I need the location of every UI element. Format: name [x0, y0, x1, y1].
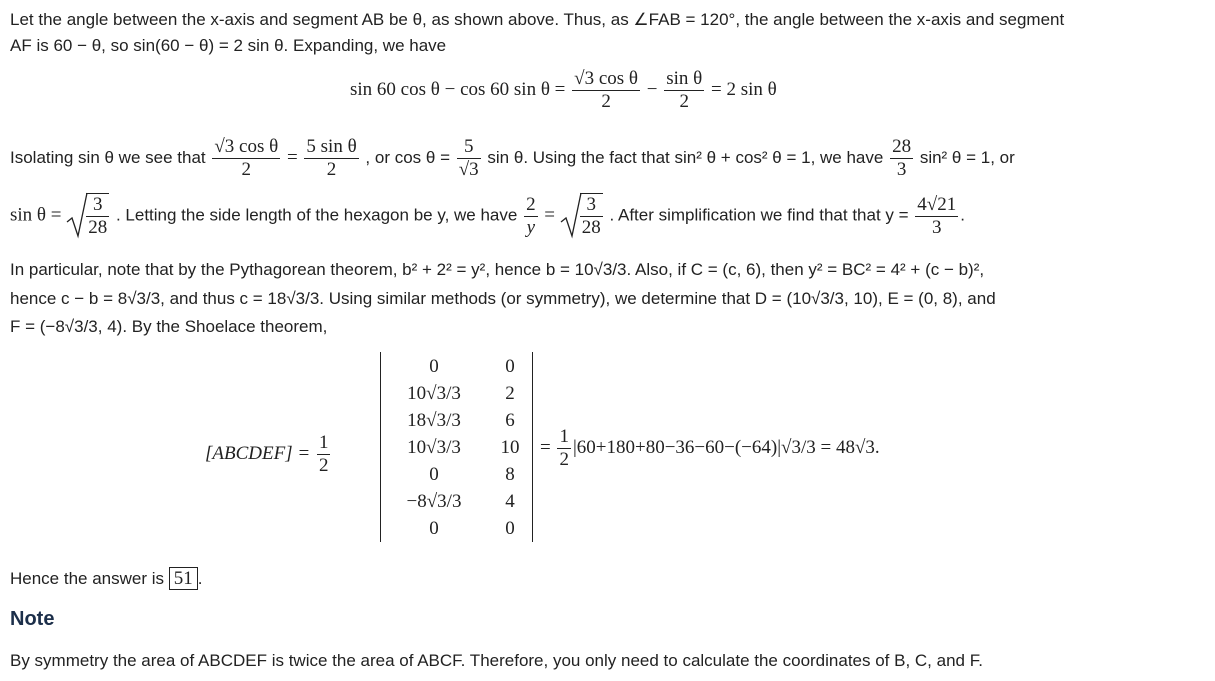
p3-res-den: 3	[932, 216, 942, 238]
p2-f1-num: √3 cos θ	[214, 136, 279, 157]
paragraph-1-line-1: Let the angle between the x-axis and segment AB be θ, as shown above. Thus, as ∠FAB = 120°, the angle between the x-axis and segment	[10, 10, 1065, 29]
p2-intro: Isolating sin θ we see that	[10, 147, 206, 167]
paragraph-4-line-2: hence c − b = 8√3/3, and thus c = 18√3/3. Using similar methods (or symmetry), we determine that D = (10√3/3, 10), E = (0, 8), and	[10, 289, 996, 308]
p2-tail: sin² θ = 1, or	[919, 147, 1015, 167]
shoelace-lhs	[205, 432, 332, 477]
sqrt-3-over-28-b	[560, 192, 605, 240]
matrix-cell-y: 0	[505, 518, 515, 539]
p3-sqrt1-num: 3	[86, 194, 109, 217]
matrix-cell-x: 18√3/3	[407, 410, 461, 431]
shoelace-half	[317, 432, 331, 477]
p2-f2-num: 5 sin θ	[306, 136, 357, 157]
p3-fraction	[524, 194, 538, 239]
matrix-cell-y: 10	[500, 437, 520, 458]
matrix-cell-x: 10√3/3	[407, 383, 461, 404]
p2-mid: sin θ. Using the fact that sin² θ + cos² θ = 1, we have	[487, 147, 884, 167]
p2-f2-den: 2	[326, 159, 337, 180]
eq1-fraction-2	[664, 68, 704, 113]
shoelace-half-den: 2	[318, 455, 329, 476]
matrix-cell-y: 2	[505, 383, 515, 404]
p3-end: .	[960, 205, 965, 225]
answer-line	[10, 567, 203, 591]
radical-sign-icon	[560, 192, 582, 240]
equation-expansion	[350, 68, 777, 113]
eq1-frac2-den: 2	[679, 91, 689, 112]
shoelace-rhs-half-num: 1	[559, 426, 569, 447]
shoelace-half-num: 1	[318, 432, 329, 453]
p2-or-cos: , or cos θ =	[365, 147, 450, 167]
p2-f1-den: 2	[241, 159, 252, 180]
p3-mid: . Letting the side length of the hexagon be y, we have	[115, 205, 518, 225]
paragraph-2	[10, 136, 1015, 181]
answer-prefix: Hence the answer is	[10, 569, 165, 588]
radical-sign-icon	[66, 192, 88, 240]
shoelace-lhs-text: [ABCDEF] =	[205, 442, 311, 464]
eq1-frac1-den: 2	[601, 91, 611, 112]
p2-fraction-4	[890, 136, 913, 181]
determinant-left-bar	[380, 352, 381, 542]
p2-f4-num: 28	[892, 136, 912, 157]
note-text: By symmetry the area of ABCDEF is twice the area of ABCF. Therefore, you only need to calculate the coordinates of B, C, and F.	[10, 651, 983, 670]
p3-sqrt2-den: 28	[581, 217, 601, 238]
shoelace-matrix	[384, 352, 530, 542]
p3-eq: =	[544, 204, 556, 226]
answer-box: 51	[169, 567, 198, 590]
matrix-cell-y: 6	[505, 410, 515, 431]
matrix-cell-x: 0	[429, 518, 439, 539]
shoelace-rhs-half-den: 2	[559, 449, 569, 470]
sqrt-3-over-28-a	[66, 192, 111, 240]
matrix-cell-x: 0	[429, 464, 439, 485]
matrix-cell-y: 0	[505, 356, 515, 377]
p3-sqrt1-frac	[86, 193, 109, 239]
eq1-rhs: = 2 sin θ	[711, 78, 777, 100]
paragraph-4-line-1: In particular, note that by the Pythagorean theorem, b² + 2² = y², hence b = 10√3/3. Also, if C = (c, 6), then y² = BC² = 4² + (c − b)²,	[10, 260, 985, 279]
paragraph-4-line-3: F = (−8√3/3, 4). By the Shoelace theorem,	[10, 317, 328, 336]
paragraph-1-line-2: AF is 60 − θ, so sin(60 − θ) = 2 sin θ. Expanding, we have	[10, 36, 447, 55]
p2-fraction-2	[304, 136, 358, 181]
matrix-cell-x: −8√3/3	[406, 491, 462, 512]
eq1-fraction-1	[572, 68, 640, 113]
shoelace-rhs-text: |60+180+80−36−60−(−64)|√3/3 = 48√3.	[572, 436, 880, 458]
p2-fraction-1	[212, 136, 280, 181]
note-heading: Note	[10, 608, 55, 630]
p3-res-num: 4√21	[917, 193, 957, 215]
matrix-cell-y: 4	[505, 491, 515, 512]
matrix-cell-x: 0	[429, 356, 439, 377]
p3-sqrt2-num: 3	[580, 194, 603, 217]
p3-result	[915, 194, 958, 239]
p2-f3-den: √3	[458, 159, 479, 180]
eq1-lhs: sin 60 cos θ − cos 60 sin θ =	[350, 78, 566, 100]
eq1-minus: −	[646, 78, 658, 100]
matrix-cell-x: 10√3/3	[407, 437, 461, 458]
p2-eq: =	[286, 146, 298, 168]
shoelace-rhs-eq: =	[540, 436, 551, 458]
determinant-right-bar	[532, 352, 533, 542]
p3-sqrt1-den: 28	[88, 217, 108, 238]
p3-f-num: 2	[526, 193, 536, 215]
paragraph-3	[10, 192, 965, 240]
matrix-cell-y: 8	[505, 464, 515, 485]
shoelace-rhs-half	[557, 426, 571, 471]
p2-fraction-3	[457, 136, 481, 181]
p2-f4-den: 3	[896, 159, 907, 180]
p3-sqrt2-frac	[580, 193, 603, 239]
p3-f-den: y	[526, 216, 536, 238]
shoelace-rhs	[540, 426, 880, 471]
p3-after: . After simplification we find that that y =	[609, 205, 909, 225]
p2-f3-num: 5	[457, 136, 481, 159]
p3-sin-eq: sin θ =	[10, 204, 62, 226]
eq1-frac1-num: √3 cos θ	[574, 68, 638, 89]
eq1-frac2-num: sin θ	[666, 68, 703, 89]
answer-suffix: .	[197, 569, 203, 588]
